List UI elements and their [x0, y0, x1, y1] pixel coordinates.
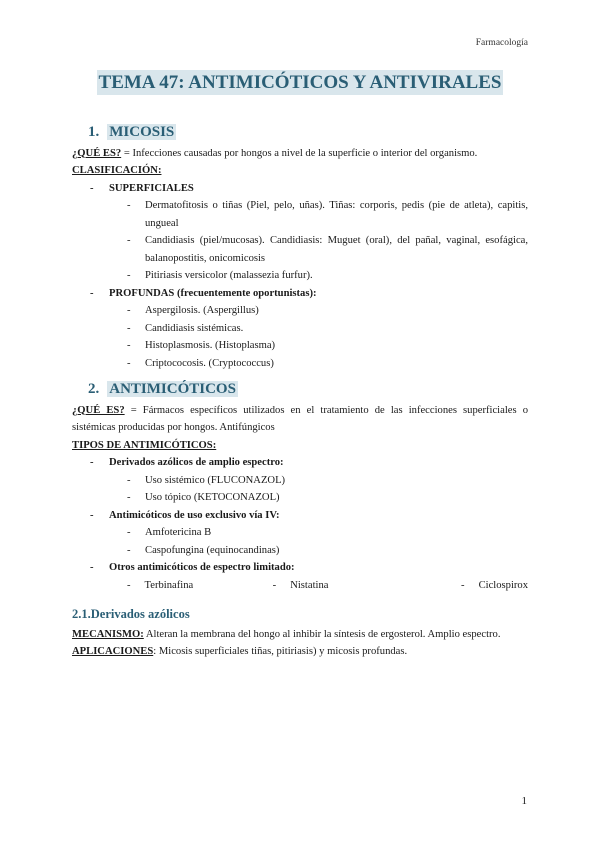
list-item-text: Ciclospirox [478, 579, 529, 591]
section-1-number: 1. [88, 124, 100, 140]
micosis-definition [72, 145, 528, 163]
dash-marker: - [127, 340, 131, 351]
list-item-text: Nistatina [290, 579, 329, 591]
dash-marker: - [127, 544, 131, 556]
list-item-text: Caspofungina (equinocandinas) [145, 544, 280, 556]
list-item [72, 267, 528, 285]
tipos-label: TIPOS DE ANTIMICÓTICOS: [72, 439, 217, 451]
otros-item [72, 559, 528, 577]
list-item [255, 577, 401, 595]
list-item [72, 320, 528, 338]
otros-label: Otros antimicóticos de espectro limitado: [109, 562, 295, 573]
page-header: Farmacología [475, 38, 528, 48]
mecanismo-label: MECANISMO: [72, 628, 144, 640]
dash-marker: - [272, 579, 277, 591]
list-item [400, 577, 528, 595]
azolicos-label: Derivados azólicos de amplio espectro: [109, 457, 284, 468]
aplicaciones-paragraph [72, 643, 528, 661]
mecanismo-text: Alteran la membrana del hongo al inhibir la síntesis de ergosterol. Amplio espectro. [143, 628, 501, 640]
aplicaciones-label: APLICACIONES [72, 646, 154, 657]
list-item [72, 337, 528, 355]
dash-marker: - [127, 357, 131, 369]
dash-marker: - [90, 287, 94, 299]
antimicoticos-que-text: = Fármacos específicos utilizados en el tratamiento de las infecciones superficiales o sistémicas producidas por hongos. Antifúngicos [72, 404, 528, 433]
list-item [72, 472, 528, 490]
via-iv-label: Antimicóticos de uso exclusivo vía IV: [109, 509, 280, 521]
section-1-title: MICOSIS [109, 124, 175, 140]
list-item-text: Terbinafina [144, 579, 194, 591]
section-2-title: ANTIMICÓTICOS [109, 381, 236, 397]
micosis-que-text: = Infecciones causadas por hongos a nivel de la superficie o interior del organismo. [121, 147, 478, 159]
superficiales-label: SUPERFICIALES [109, 182, 194, 194]
clasificacion-label: CLASIFICACIÓN: [72, 165, 162, 176]
list-item-text: Criptococosis. (Cryptococcus) [145, 357, 274, 369]
dash-marker: - [461, 579, 465, 591]
dash-marker: - [127, 579, 131, 591]
list-item [127, 577, 255, 595]
list-item [72, 355, 528, 373]
list-item-text: Pitiriasis versicolor (malassezia furfur). [145, 270, 313, 281]
list-item-text: Uso tópico (KETOCONAZOL) [145, 492, 280, 503]
list-item [72, 232, 528, 267]
otros-list-row [72, 577, 528, 595]
list-item-text: Aspergilosis. (Aspergillus) [145, 305, 259, 316]
list-item [72, 542, 528, 560]
dash-marker: - [127, 322, 131, 334]
list-item [72, 197, 528, 232]
aplicaciones-text: : Micosis superficiales tiñas, pitiriasis) y micosis profundas. [153, 646, 408, 657]
dash-marker: - [90, 457, 94, 468]
via-iv-item [72, 507, 528, 525]
tipos-heading [72, 437, 528, 455]
page-title-text: TEMA 47: ANTIMICÓTICOS Y ANTIVIRALES [98, 72, 502, 93]
list-item [72, 524, 528, 542]
dash-marker: - [127, 492, 131, 503]
antimicoticos-definition [72, 402, 528, 437]
section-1-heading [72, 124, 528, 142]
dash-marker: - [127, 527, 131, 538]
dash-marker: - [127, 235, 131, 246]
section-2-heading [72, 381, 528, 399]
list-item-text: Uso sistémico (FLUCONAZOL) [145, 474, 286, 486]
list-item [72, 302, 528, 320]
mecanismo-paragraph [72, 626, 528, 644]
dash-marker: - [90, 562, 94, 573]
list-item-text: Amfotericina B [145, 527, 212, 538]
dash-marker: - [90, 509, 94, 521]
list-item-text: Candidiasis (piel/mucosas). Candidiasis: Muguet (oral), del pañal, vaginal, esofágica, balanopostitis, onicomicosis [145, 235, 528, 264]
list-item-text: Dermatofitosis o tiñas (Piel, pelo, uñas). Tiñas: corporis, pedis (pie de atleta), capitis, ungueal [145, 200, 528, 229]
profundas-label: PROFUNDAS (frecuentemente oportunistas): [109, 287, 317, 299]
page-title [0, 72, 600, 94]
list-item-text: Histoplasmosis. (Histoplasma) [145, 340, 276, 351]
dash-marker: - [127, 270, 131, 281]
micosis-que-label: ¿QUÉ ES? [72, 147, 122, 159]
list-item [72, 489, 528, 507]
list-item-text: Candidiasis sistémicas. [145, 322, 244, 334]
profundas-item [72, 285, 528, 303]
section-2-number: 2. [88, 381, 100, 397]
section-2-1-heading: 2.1.Derivados azólicos [72, 607, 190, 621]
clasificacion-heading [72, 162, 528, 180]
page-number: 1 [521, 795, 527, 807]
antimicoticos-que-label: ¿QUÉ ES? [72, 404, 125, 416]
superficiales-item [72, 180, 528, 198]
dash-marker: - [127, 200, 131, 211]
azolicos-item [72, 454, 528, 472]
dash-marker: - [127, 305, 131, 316]
dash-marker: - [127, 474, 131, 486]
dash-marker: - [90, 182, 94, 194]
document-body [72, 118, 528, 661]
